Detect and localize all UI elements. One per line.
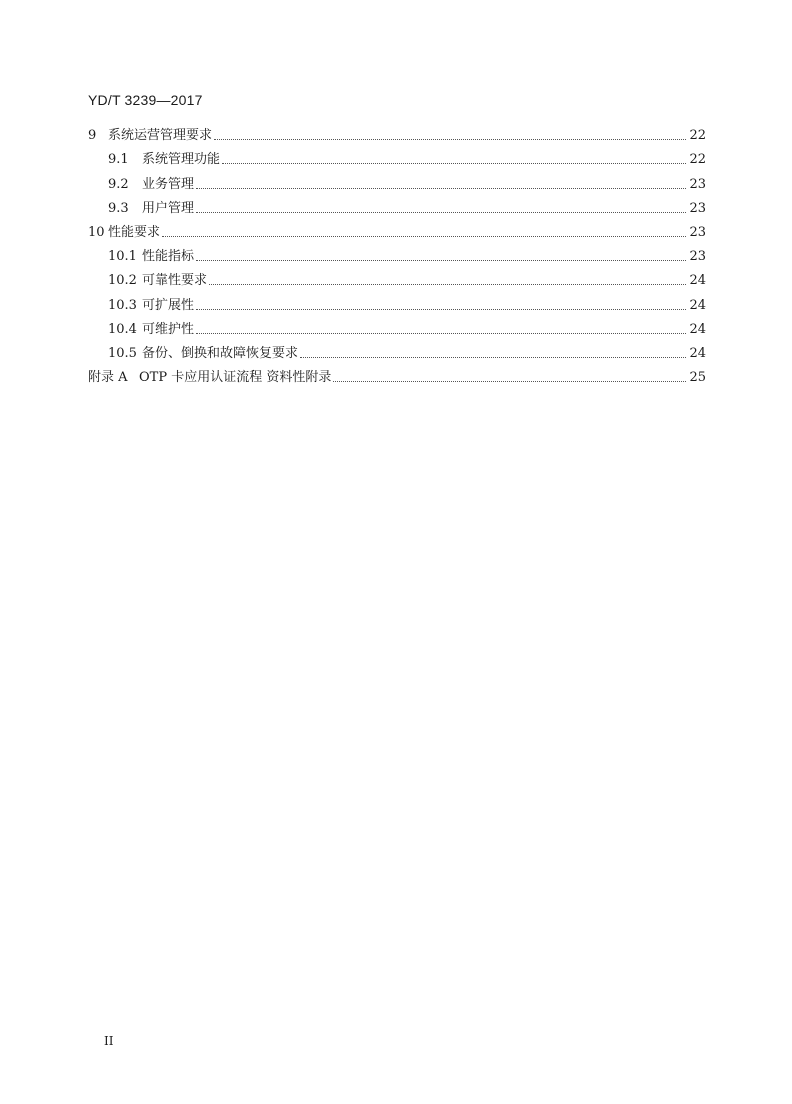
toc-entry-9-2[interactable] — [88, 168, 706, 192]
toc-entry-number: 10.2 — [108, 273, 137, 289]
toc-entry-10-1[interactable] — [88, 241, 706, 265]
toc-dot-leader — [196, 187, 686, 189]
toc-entry-9-1[interactable] — [88, 144, 706, 168]
toc-entry-page: 23 — [689, 224, 706, 240]
table-of-contents — [88, 120, 706, 386]
toc-entry-page: 22 — [689, 128, 706, 144]
toc-entry-number: 10.4 — [108, 321, 137, 337]
toc-entry-title: 备份、倒换和故障恢复要求 — [142, 345, 299, 361]
toc-entry-page: 23 — [689, 249, 706, 265]
toc-entry-9-3[interactable] — [88, 193, 706, 217]
toc-dot-leader — [162, 235, 686, 237]
toc-entry-number: 10.3 — [108, 297, 137, 313]
toc-entry-number: 10.1 — [108, 249, 137, 265]
toc-dot-leader — [196, 308, 686, 310]
toc-entry-page: 24 — [689, 297, 706, 313]
toc-dot-leader — [300, 356, 686, 358]
toc-entry-number: 附录 A — [88, 370, 128, 386]
toc-entry-title: 系统管理功能 — [142, 152, 221, 168]
document-code: YD/T 3239—2017 — [88, 92, 203, 108]
toc-entry-10-3[interactable] — [88, 289, 706, 313]
toc-entry-title: 可靠性要求 — [142, 273, 208, 289]
toc-entry-number: 10 — [88, 224, 105, 240]
toc-entry-title: 业务管理 — [142, 176, 195, 192]
toc-entry-title: 用户管理 — [142, 200, 195, 216]
toc-dot-leader — [209, 283, 686, 285]
toc-entry-10-4[interactable] — [88, 314, 706, 338]
toc-entry-title: 性能指标 — [142, 249, 195, 265]
toc-entry-number: 9 — [88, 128, 97, 144]
toc-entry-10-5[interactable] — [88, 338, 706, 362]
toc-dot-leader — [196, 259, 686, 261]
toc-entry-number: 9.2 — [108, 176, 129, 192]
toc-dot-leader — [333, 380, 686, 382]
toc-entry-title: 可扩展性 — [142, 297, 195, 313]
toc-entry-appendix-a[interactable] — [88, 362, 706, 386]
toc-entry-title: 性能要求 — [108, 224, 161, 240]
toc-entry-10-2[interactable] — [88, 265, 706, 289]
toc-entry-page: 24 — [689, 273, 706, 289]
toc-dot-leader — [196, 211, 686, 213]
toc-entry-9[interactable] — [88, 120, 706, 144]
toc-entry-page: 23 — [689, 176, 706, 192]
toc-entry-page: 24 — [689, 345, 706, 361]
toc-dot-leader — [196, 332, 686, 334]
toc-entry-number: 9.1 — [108, 152, 129, 168]
toc-entry-title: OTP 卡应用认证流程 资料性附录 — [139, 370, 332, 386]
toc-entry-title: 系统运营管理要求 — [108, 128, 213, 144]
toc-dot-leader — [214, 138, 686, 140]
toc-dot-leader — [222, 162, 686, 164]
page-number: II — [104, 1034, 114, 1048]
toc-entry-page: 25 — [689, 370, 706, 386]
toc-entry-page: 22 — [689, 152, 706, 168]
toc-entry-10[interactable] — [88, 217, 706, 241]
toc-entry-number: 9.3 — [108, 200, 129, 216]
toc-entry-page: 24 — [689, 321, 706, 337]
toc-entry-page: 23 — [689, 200, 706, 216]
toc-entry-title: 可维护性 — [142, 321, 195, 337]
toc-entry-number: 10.5 — [108, 345, 137, 361]
